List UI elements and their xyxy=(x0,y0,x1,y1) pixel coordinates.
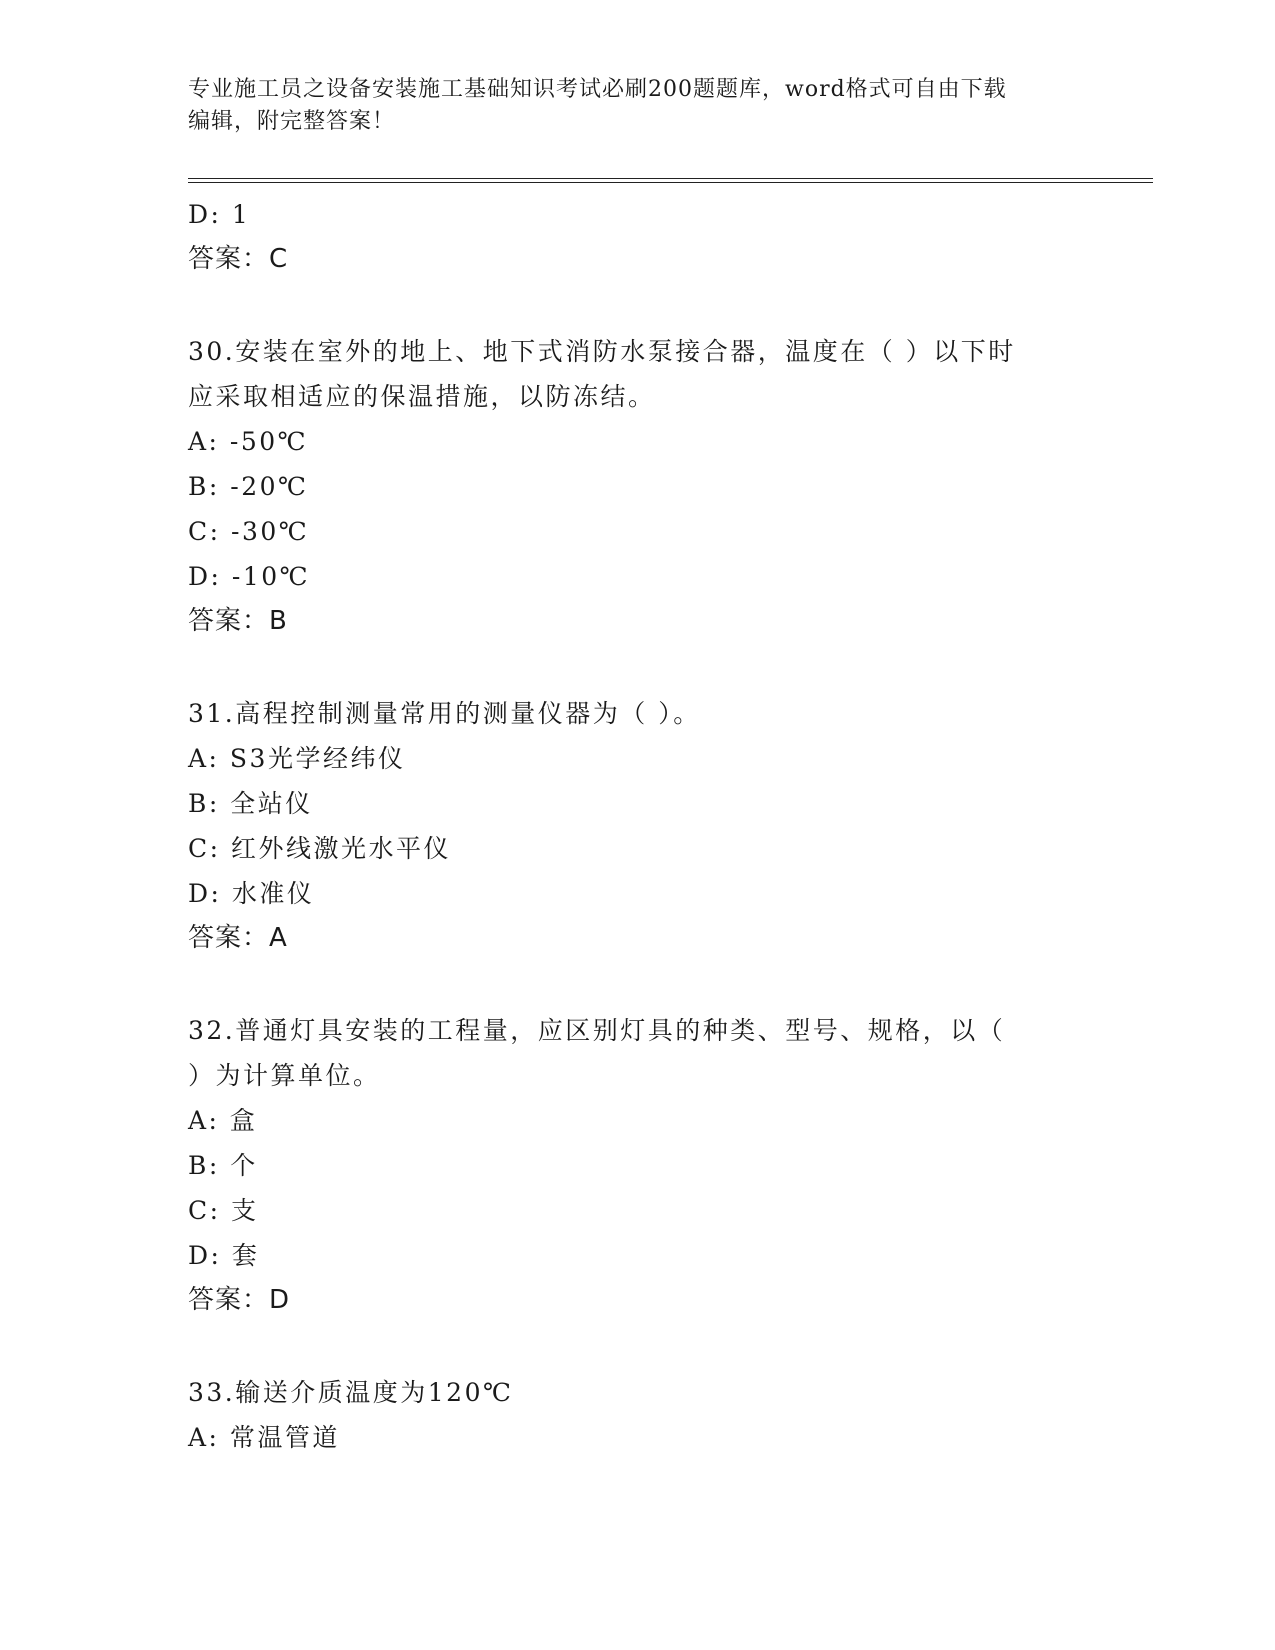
option-d: D: 水准仪 xyxy=(188,879,315,908)
option-a: A: S3光学经纬仪 xyxy=(188,744,406,773)
answer-line: 答案：B xyxy=(188,606,288,636)
question-32 xyxy=(188,1008,1088,1323)
question-30 xyxy=(188,329,1088,644)
header-title-line-2: 编辑，附完整答案！ xyxy=(188,109,396,134)
question-stem: 32.普通灯具安装的工程量，应区别灯具的种类、型号、规格，以（ xyxy=(188,1016,1006,1045)
option-c: C: 红外线激光水平仪 xyxy=(188,834,451,863)
question-31 xyxy=(188,691,1088,961)
option-a: A: 常温管道 xyxy=(188,1423,340,1452)
option-a: A: 盒 xyxy=(188,1106,258,1135)
option-b: B: 全站仪 xyxy=(188,789,313,818)
option-c: C: -30℃ xyxy=(188,517,310,546)
option-c: C: 支 xyxy=(188,1196,259,1225)
question-stem: 30.安装在室外的地上、地下式消防水泵接合器，温度在（ ）以下时 xyxy=(188,337,1016,366)
answer-line: 答案：A xyxy=(188,923,288,953)
question-33 xyxy=(188,1370,1088,1460)
header-divider xyxy=(188,178,1153,183)
question-stem: 33.输送介质温度为120℃ xyxy=(188,1378,514,1407)
answer-line: 答案：D xyxy=(188,1285,291,1315)
document-header xyxy=(188,74,1068,138)
question-stem: ）为计算单位。 xyxy=(188,1061,381,1090)
question-list xyxy=(188,192,1088,1460)
answer-line: 答案：C xyxy=(188,244,289,274)
question-stem: 应采取相适应的保温措施，以防冻结。 xyxy=(188,382,656,411)
option-b: B: 个 xyxy=(188,1151,258,1180)
question-stem: 31.高程控制测量常用的测量仪器为（ ）。 xyxy=(188,699,701,728)
header-title-line-1: 专业施工员之设备安装施工基础知识考试必刷200题题库，word格式可自由下载 xyxy=(188,77,1007,102)
option-d: D: -10℃ xyxy=(188,562,311,591)
option-d: D: 1 xyxy=(188,200,251,229)
option-d: D: 套 xyxy=(188,1241,260,1270)
option-b: B: -20℃ xyxy=(188,472,309,501)
option-a: A: -50℃ xyxy=(188,427,309,456)
